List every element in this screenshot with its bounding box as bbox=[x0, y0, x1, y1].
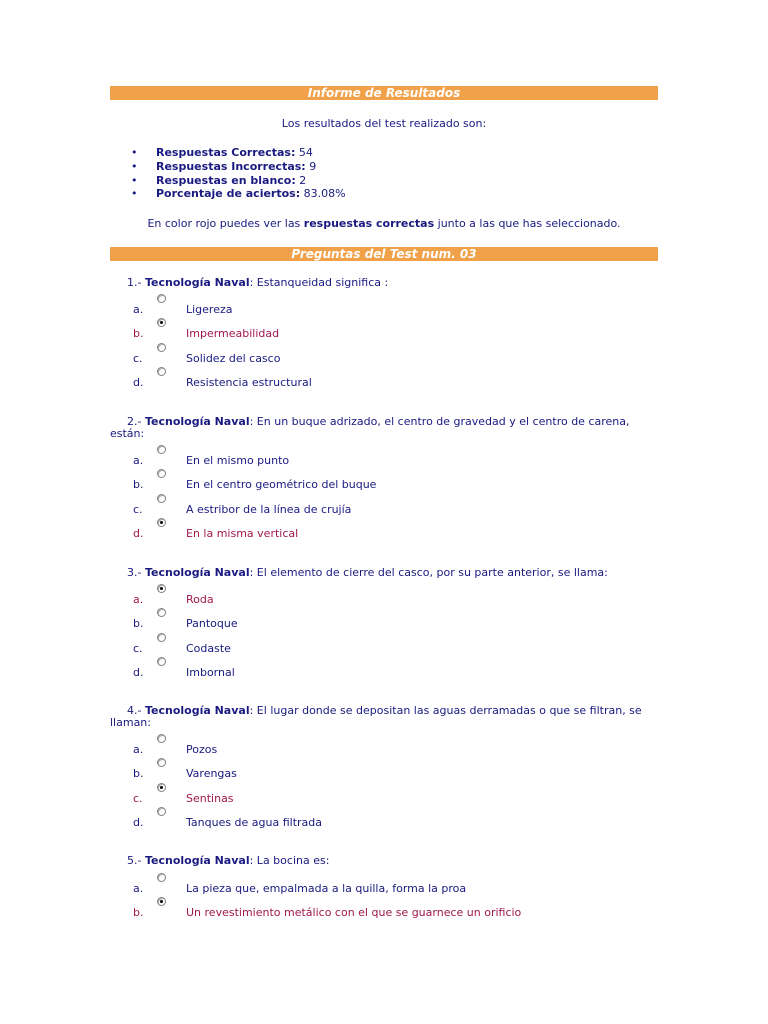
option-letter: a. bbox=[133, 743, 144, 756]
option-letter: b. bbox=[133, 767, 144, 781]
answer-option bbox=[110, 584, 658, 608]
option-text: En la misma vertical bbox=[186, 527, 299, 541]
option-text: La pieza que, empalmada a la quilla, forma la proa bbox=[186, 882, 467, 895]
question-title: 4.- Tecnología Naval: El lugar donde se depositan las aguas derramadas o que se filtran, se llaman: bbox=[110, 704, 642, 729]
option-letter: a. bbox=[133, 593, 144, 606]
radio-empty-icon[interactable] bbox=[157, 608, 166, 617]
question-category: Tecnología Naval bbox=[144, 415, 250, 428]
option-text: Tanques de agua filtrada bbox=[186, 816, 323, 830]
answer-option bbox=[110, 318, 658, 342]
option-text: Sentinas bbox=[186, 791, 234, 805]
question-category: Tecnología Naval bbox=[144, 854, 250, 867]
results-intro: Los resultados del test realizado son: bbox=[281, 117, 487, 130]
option-letter: c. bbox=[133, 641, 143, 655]
answer-option bbox=[110, 494, 658, 518]
question-category: Tecnología Naval bbox=[144, 704, 250, 717]
question-category: Tecnología Naval bbox=[144, 566, 250, 579]
option-letter: b. bbox=[133, 617, 144, 631]
answer-option bbox=[110, 734, 658, 758]
option-letter: d. bbox=[133, 666, 144, 680]
radio-empty-icon[interactable] bbox=[157, 807, 166, 816]
question-title: 2.- Tecnología Naval: En un buque adrizado, el centro de gravedad y el centro de carena, están: bbox=[110, 415, 630, 440]
option-letter: b. bbox=[133, 906, 144, 920]
option-text: Codaste bbox=[186, 641, 231, 655]
answer-option bbox=[110, 633, 658, 657]
option-text: Varengas bbox=[186, 767, 237, 781]
option-text: Solidez del casco bbox=[186, 351, 281, 365]
radio-empty-icon[interactable] bbox=[157, 657, 166, 666]
radio-empty-icon[interactable] bbox=[157, 294, 166, 303]
radio-empty-icon[interactable] bbox=[157, 758, 166, 767]
results-title: Informe de Resultados bbox=[307, 86, 461, 100]
option-letter: d. bbox=[133, 376, 144, 390]
answer-option bbox=[110, 518, 658, 542]
option-letter: d. bbox=[133, 816, 144, 830]
radio-empty-icon[interactable] bbox=[157, 445, 166, 454]
option-text: En el centro geométrico del buque bbox=[186, 478, 377, 492]
answer-option bbox=[110, 783, 658, 807]
radio-empty-icon[interactable] bbox=[157, 734, 166, 743]
answer-option bbox=[110, 367, 658, 391]
question-title: 5.- Tecnología Naval: La bocina es: bbox=[127, 854, 330, 867]
questions-title: Preguntas del Test num. 03 bbox=[291, 247, 477, 261]
radio-empty-icon[interactable] bbox=[157, 494, 166, 503]
bullet-icon: • bbox=[131, 187, 138, 201]
bullet-icon: • bbox=[131, 173, 138, 187]
option-letter: a. bbox=[133, 303, 144, 316]
radio-selected-icon[interactable] bbox=[157, 518, 166, 527]
question-title: 1.- Tecnología Naval: Estanqueidad significa : bbox=[127, 276, 389, 289]
option-letter: b. bbox=[133, 327, 144, 341]
answer-option bbox=[110, 608, 658, 632]
radio-selected-icon[interactable] bbox=[157, 318, 166, 327]
summary-item-incorrect: • Respuestas Incorrectas: 9 bbox=[131, 159, 317, 173]
option-text: Pantoque bbox=[186, 617, 238, 631]
option-letter: a. bbox=[133, 882, 144, 895]
option-text: Imbornal bbox=[186, 666, 235, 680]
answer-option bbox=[110, 294, 658, 318]
bullet-icon: • bbox=[131, 159, 138, 173]
questions-header-bar bbox=[110, 247, 658, 261]
option-letter: c. bbox=[133, 791, 143, 805]
option-text: Resistencia estructural bbox=[186, 376, 312, 390]
answer-option bbox=[110, 445, 658, 469]
bullet-icon: • bbox=[131, 146, 138, 159]
answer-option bbox=[110, 873, 658, 897]
option-text: A estribor de la línea de crujía bbox=[186, 502, 352, 516]
summary-item-blank: • Respuestas en blanco: 2 bbox=[131, 173, 307, 187]
answer-option bbox=[110, 657, 658, 681]
radio-selected-icon[interactable] bbox=[157, 584, 166, 593]
option-text: Ligereza bbox=[186, 303, 233, 316]
option-letter: c. bbox=[133, 502, 143, 516]
option-letter: d. bbox=[133, 527, 144, 541]
radio-empty-icon[interactable] bbox=[157, 469, 166, 478]
question-title: 3.- Tecnología Naval: El elemento de cierre del casco, por su parte anterior, se llama: bbox=[127, 566, 608, 579]
answer-option bbox=[110, 897, 658, 921]
option-text: Un revestimiento metálico con el que se guarnece un orificio bbox=[186, 906, 522, 920]
option-text: Pozos bbox=[186, 743, 218, 756]
option-text: Impermeabilidad bbox=[186, 327, 280, 341]
radio-empty-icon[interactable] bbox=[157, 343, 166, 352]
correct-answers-note: En color rojo puedes ver las respuestas correctas junto a las que has seleccionado. bbox=[147, 217, 621, 230]
answer-option bbox=[110, 343, 658, 367]
answer-option bbox=[110, 758, 658, 782]
radio-empty-icon[interactable] bbox=[157, 633, 166, 642]
summary-item-correct: • Respuestas Correctas: 54 bbox=[131, 146, 313, 159]
radio-selected-icon[interactable] bbox=[157, 783, 166, 792]
results-header-bar bbox=[110, 86, 658, 100]
option-text: En el mismo punto bbox=[186, 454, 290, 467]
option-letter: c. bbox=[133, 351, 143, 365]
option-text: Roda bbox=[186, 593, 214, 606]
results-summary bbox=[110, 146, 346, 201]
answer-option bbox=[110, 469, 658, 493]
radio-empty-icon[interactable] bbox=[157, 367, 166, 376]
radio-empty-icon[interactable] bbox=[157, 873, 166, 882]
question-category: Tecnología Naval bbox=[144, 276, 250, 289]
option-letter: b. bbox=[133, 478, 144, 492]
option-letter: a. bbox=[133, 454, 144, 467]
radio-selected-icon[interactable] bbox=[157, 897, 166, 906]
answer-option bbox=[110, 807, 658, 831]
summary-item-percentage: • Porcentaje de aciertos: 83.08% bbox=[131, 187, 346, 201]
